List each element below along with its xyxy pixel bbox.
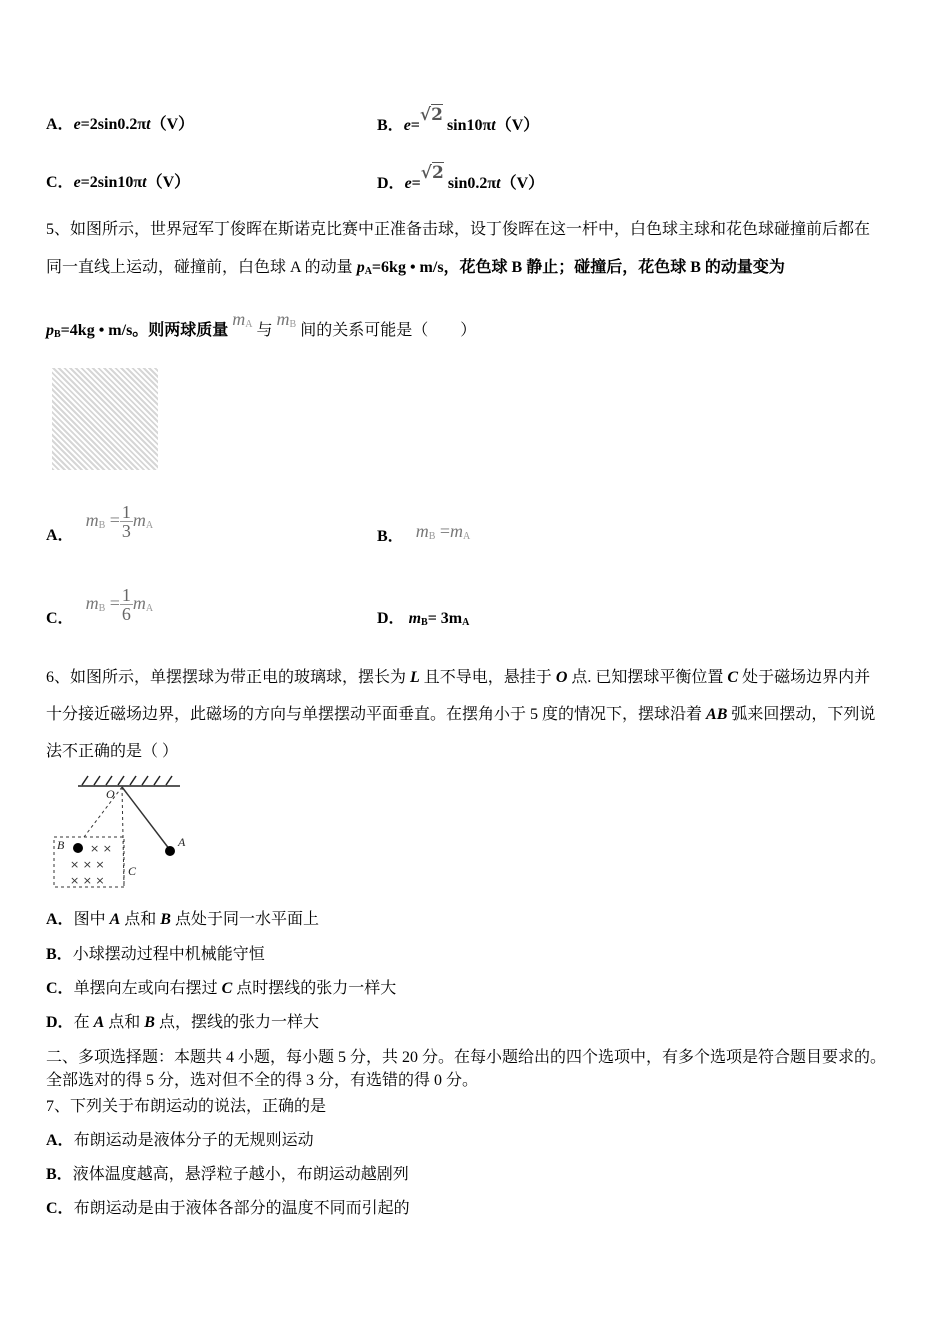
q6-option-b [46, 945, 265, 965]
denominator: 6 [121, 604, 131, 625]
text: 液体温度越高，悬浮粒子越小，布朗运动越剧列 [72, 1166, 409, 1183]
q4-option-a [46, 115, 194, 135]
text: 点. 已知摆球平衡位置 [567, 669, 728, 686]
option-label: C． [46, 980, 74, 997]
var: t [142, 174, 147, 191]
var: m [276, 309, 290, 329]
var: e [404, 175, 412, 192]
unit: （V） [495, 117, 540, 134]
q7-option-a [46, 1131, 314, 1151]
text: 布朗运动是由于液体各部分的温度不同而引起的 [73, 1200, 410, 1217]
ceiling [78, 776, 180, 786]
section2-heading-line1: 二、多项选择题：本题共 4 小题，每小题 5 分，共 20 分。在每小题给出的四个选项中，有多个选项是符合题目要求的。 [46, 1049, 887, 1066]
text: 图中 [73, 911, 110, 928]
sub: A [145, 520, 154, 531]
unit: （V） [150, 116, 195, 133]
q5-stem-line3 [46, 309, 477, 345]
var: m [85, 510, 99, 530]
option-label: D． [377, 175, 405, 192]
section2-heading-line2: 全部选对的得 5 分，选对但不全的得 3 分，有选错的得 0 分。 [46, 1072, 479, 1089]
var: m [132, 593, 146, 613]
eq: = [105, 593, 120, 613]
text: 点处于同一水平面上 [170, 911, 319, 928]
q5-option-b [377, 515, 470, 561]
expr: =2sin0.2π [80, 116, 147, 133]
q6-stem-line3: 法不正确的是（ ） [46, 743, 179, 760]
var: m [132, 510, 146, 530]
option-label: B． [377, 528, 404, 545]
var: m [232, 309, 246, 329]
text: 且不导电，悬挂于 [419, 669, 556, 686]
expr: = [410, 117, 420, 134]
text: 处于磁场边界内并 [738, 669, 871, 686]
option-label: C． [46, 174, 74, 191]
var: e [73, 174, 81, 191]
var: B [160, 911, 171, 928]
option-label: A． [46, 911, 74, 928]
svg-text:× × ×: × × × [70, 874, 105, 887]
text: 单摆向左或向右摆过 [73, 980, 222, 997]
text: =4kg • m/s。则两球质量 [60, 322, 233, 339]
pendulum-diagram [48, 772, 198, 892]
var: B [144, 1014, 155, 1031]
sub: A [462, 617, 470, 628]
var: p [356, 259, 365, 276]
var: A [109, 911, 121, 928]
text: 与 [252, 322, 277, 339]
text: 点时摆线的张力一样大 [232, 980, 397, 997]
text: 同一直线上运动，碰撞前，白色球 A 的动量 [46, 259, 357, 276]
var: t [496, 175, 501, 192]
q4-option-d [377, 163, 545, 194]
var: m [450, 521, 464, 541]
text: 间的关系可能是（ ） [296, 322, 477, 339]
q5-option-a [46, 500, 153, 556]
expr: = 3m [427, 610, 463, 627]
sub: B [421, 617, 428, 628]
var: e [73, 116, 81, 133]
label-a: A [178, 835, 186, 849]
ball-a [165, 846, 175, 856]
var: L [410, 669, 420, 686]
option-label: C． [46, 610, 74, 627]
text: 点和 [120, 911, 161, 928]
q7-option-c [46, 1199, 410, 1219]
expr: sin0.2π [443, 175, 497, 192]
eq: = [435, 521, 451, 541]
q7-stem: 7、下列关于布朗运动的说法，正确的是 [46, 1098, 327, 1115]
sqrt: √2 [420, 163, 444, 183]
text: 布朗运动是液体分子的无规则运动 [73, 1132, 314, 1149]
q5-option-d [377, 609, 469, 633]
q4-option-b [377, 105, 540, 136]
q6-option-c [46, 979, 396, 999]
eq: = [105, 510, 120, 530]
expr: sin10π [442, 117, 492, 134]
sub: B [428, 531, 436, 542]
text: 点，摆线的张力一样大 [154, 1014, 319, 1031]
radicand: 2 [431, 105, 443, 125]
label-c: C [128, 864, 137, 878]
text: 弧来回摆动，下列说 [727, 706, 876, 723]
label-o: O [106, 787, 115, 801]
sub: B [98, 603, 106, 614]
fraction [120, 586, 133, 623]
option-label: D． [46, 1014, 74, 1031]
denominator: 3 [121, 521, 131, 542]
var: O [555, 669, 568, 686]
q4-option-c [46, 173, 190, 193]
svg-text:× ×: × × [90, 842, 112, 855]
sqrt: √2 [419, 105, 443, 125]
option-label: A． [46, 527, 74, 544]
sub: A [364, 266, 372, 277]
sub: A [245, 319, 253, 330]
option-label: B． [46, 1166, 73, 1183]
q6-option-a [46, 910, 319, 930]
dashed-string-b [84, 787, 122, 837]
svg-text:× × ×: × × × [70, 858, 105, 871]
text: 十分接近磁场边界，此磁场的方向与单摆摆动平面垂直。在摆角小于 5 度的情况下，摆球沿着 [46, 706, 707, 723]
text: 点和 [104, 1014, 145, 1031]
option-label: D． [377, 610, 405, 627]
sub: B [54, 329, 61, 340]
pendulum-string [122, 787, 170, 850]
snooker-player-photo [52, 368, 158, 470]
option-label: C． [46, 1200, 74, 1217]
var: A [93, 1014, 105, 1031]
var: C [221, 980, 233, 997]
var: m [85, 593, 99, 613]
var: t [491, 117, 496, 134]
q5-stem-line2 [46, 258, 785, 282]
sub: B [289, 319, 297, 330]
q7-option-b [46, 1165, 409, 1185]
var: e [403, 117, 411, 134]
ball-b [73, 843, 83, 853]
numerator: 1 [121, 502, 131, 523]
label-b: B [57, 838, 65, 852]
text: 在 [73, 1014, 94, 1031]
var: AB [706, 706, 728, 723]
option-label: B． [377, 117, 404, 134]
q6-stem-line1 [46, 668, 870, 688]
sub: A [145, 603, 154, 614]
text: 6、如图所示，单摆摆球为带正电的玻璃球，摆长为 [46, 669, 411, 686]
fraction [120, 503, 133, 540]
expr: = [411, 175, 421, 192]
var: p [46, 322, 54, 339]
q6-stem-line2 [46, 705, 875, 725]
unit: （V） [146, 174, 191, 191]
text: =6kg • m/s，花色球 B 静止；碰撞后，花色球 B 的动量变为 [371, 259, 785, 276]
option-label: A． [46, 116, 74, 133]
expr: =2sin10π [80, 174, 143, 191]
q5-option-c [46, 583, 153, 639]
var: t [146, 116, 151, 133]
option-label: B． [46, 946, 73, 963]
var: C [727, 669, 739, 686]
radicand: 2 [431, 163, 444, 183]
sub: A [463, 531, 471, 542]
var: m [415, 521, 429, 541]
q5-stem-line1: 5、如图所示，世界冠军丁俊晖在斯诺克比赛中正准备击球，设丁俊晖在这一杆中，白色球主球和花色球碰撞前后都在 [46, 221, 871, 238]
sub: B [98, 520, 106, 531]
unit: （V） [500, 175, 545, 192]
var: m [408, 610, 422, 627]
option-label: A． [46, 1132, 74, 1149]
text: 小球摆动过程中机械能守恒 [72, 946, 265, 963]
q6-option-d [46, 1013, 319, 1033]
numerator: 1 [121, 585, 131, 606]
